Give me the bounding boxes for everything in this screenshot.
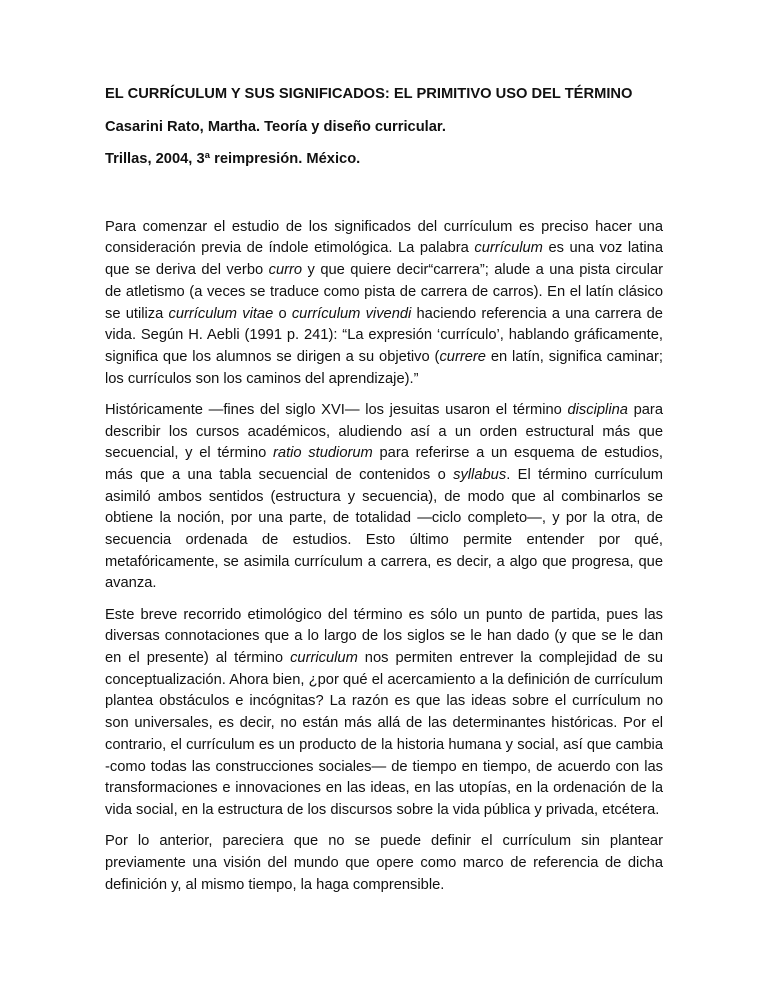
italic-text-segment: currere [439, 348, 486, 365]
italic-text-segment: currículum vitae [168, 305, 274, 322]
text-segment: y que quiere decir“carrera”; alude a una pista circular de atletismo (a veces se traduce como pista de carrera de carros). En el latín clásico se utiliza [105, 262, 664, 322]
italic-text-segment: ratio studiorum [273, 445, 373, 462]
italic-text-segment: currículum vivendi [291, 305, 412, 322]
italic-text-segment: syllabus [453, 466, 507, 483]
text-segment: nos permiten entrever la complejidad de su conceptualización. Ahora bien, ¿por qué el acercamiento a la definición de currículum plantea obstáculos e incógnitas? La razón es que las ideas sobre el currículum no son universales, es decir, no están más allá de las determinantes históricas. Por el contrario, el currículum es un producto de la historia humana y social, así que cambia -como todas las construcciones sociales— de tiempo en tiempo, de acuerdo con las transformaciones e innovaciones en las ideas, en las utopías, en la ordenación de la vida social, en la estructura de los discursos sobre la vida pública y privada, etcétera. [105, 650, 663, 818]
text-segment: o [273, 305, 292, 322]
text-segment: en latín, significa caminar; los currículos son los caminos del aprendizaje).” [105, 348, 664, 387]
text-segment: Este breve recorrido etimológico del término es sólo un punto de partida, pues las diversas connotaciones que a lo largo de los siglos se le han dado (y que se le dan en el presente) al término [105, 606, 663, 667]
text-segment: haciendo referencia a una carrera de vida. Según H. Aebli (1991 p. 241): “La expresión ‘currículo’, hablando gráficamente, significa que los alumnos se dirigen a su objetivo ( [105, 305, 663, 365]
reference-edition-line: Trillas, 2004, 3ª reimpresión. México. [105, 151, 361, 167]
text-segment: para describir los cursos académicos, aludiendo así a un orden estructural más que secuencial, y el término [105, 401, 663, 462]
text-segment: es una voz latina que se deriva del verbo [105, 240, 663, 279]
italic-text-segment: curriculum [290, 650, 358, 667]
italic-text-segment: currículum [474, 240, 543, 257]
paragraph-etimologia [105, 217, 663, 391]
italic-text-segment: disciplina [567, 401, 628, 418]
text-segment: . El término currículum asimiló ambos sentidos (estructura y secuencia), de modo que al combinarlos se obtiene la noción, por una parte, de totalidad —ciclo completo—, y por la otra, de secuencia ordenada de estudios. Esto último permite entender por qué, metafóricamente, se asimila currículum a carrera, es decir, a algo que progresa, que avanza. [105, 466, 663, 592]
paragraph-historia-jesuitas [105, 400, 663, 595]
paragraph-connotaciones [105, 605, 663, 822]
text-segment: para referirse a un esquema de estudios, más que a una tabla secuencial de contenidos o [105, 445, 663, 483]
italic-text-segment: curro [268, 262, 303, 279]
reference-author-line: Casarini Rato, Martha. Teoría y diseño curricular. [105, 118, 446, 135]
document-title: EL CURRÍCULUM Y SUS SIGNIFICADOS: EL PRIMITIVO USO DEL TÉRMINO [105, 86, 633, 102]
document-body [105, 217, 663, 897]
text-segment: Por lo anterior, pareciera que no se puede definir el currículum sin plantear previamente una visión del mundo que opere como marco de referencia de dicha definición y, al mismo tiempo, la haga comprensible. [105, 833, 663, 893]
paragraph-conclusion [105, 831, 663, 896]
text-segment: Para comenzar el estudio de los significados del currículum es preciso hacer una consideración previa de índole etimológica. La palabra [105, 218, 663, 257]
text-segment: Históricamente —fines del siglo XVI— los jesuitas usaron el término [105, 401, 568, 418]
